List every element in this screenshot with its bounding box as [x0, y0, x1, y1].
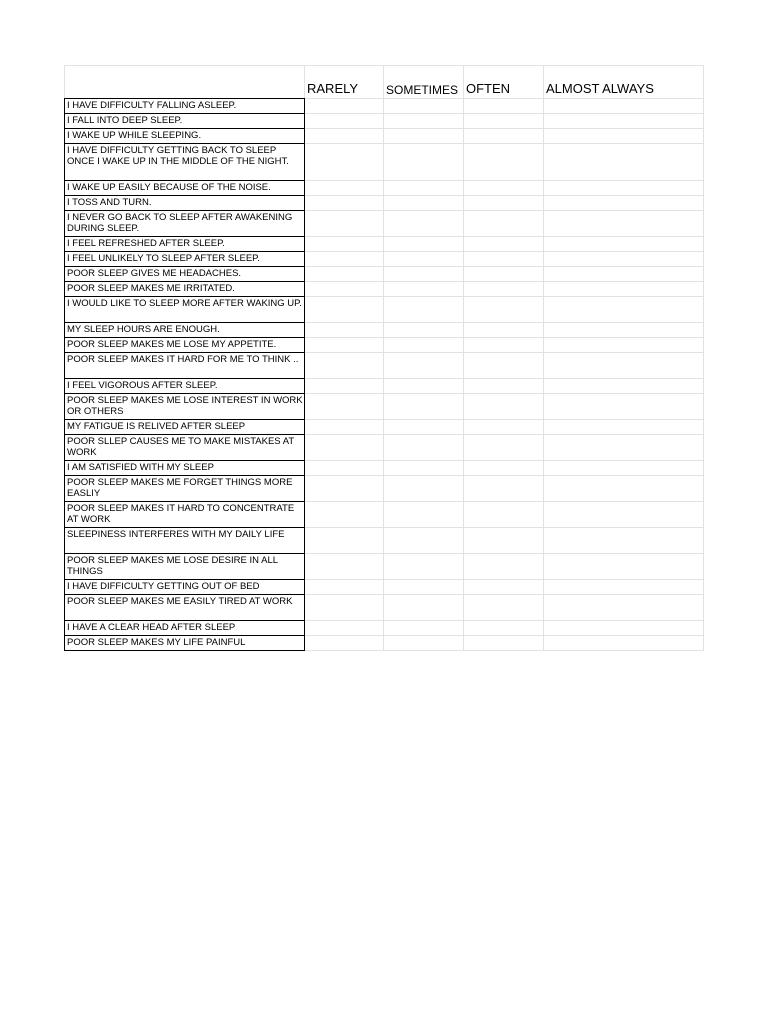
- answer-cell-sometimes[interactable]: [384, 554, 464, 580]
- answer-cell-rarely[interactable]: [305, 237, 384, 252]
- answer-cell-often[interactable]: [464, 528, 544, 554]
- question-cell: POOR SLEEP MAKES ME LOSE MY APPETITE.: [65, 338, 305, 353]
- question-cell: POOR SLEEP MAKES ME FORGET THINGS MORE EASLIY: [65, 476, 305, 502]
- answer-cell-almost-always[interactable]: [544, 502, 704, 528]
- answer-cell-rarely[interactable]: [305, 282, 384, 297]
- header-almost-always: ALMOST ALWAYS: [544, 66, 704, 99]
- table-row: [65, 554, 704, 580]
- answer-cell-often[interactable]: [464, 435, 544, 461]
- table-row: [65, 461, 704, 476]
- question-cell: I HAVE DIFFICULTY GETTING BACK TO SLEEP ONCE I WAKE UP IN THE MIDDLE OF THE NIGHT.: [65, 144, 305, 181]
- answer-cell-sometimes[interactable]: [384, 237, 464, 252]
- question-cell: POOR SLEEP GIVES ME HEADACHES.: [65, 267, 305, 282]
- table-row: [65, 435, 704, 461]
- answer-cell-sometimes[interactable]: [384, 297, 464, 323]
- answer-cell-almost-always[interactable]: [544, 554, 704, 580]
- answer-cell-sometimes[interactable]: [384, 476, 464, 502]
- answer-cell-rarely[interactable]: [305, 267, 384, 282]
- table-row: [65, 211, 704, 237]
- question-cell: I TOSS AND TURN.: [65, 196, 305, 211]
- question-cell: POOR SLEEP MAKES ME IRRITATED.: [65, 282, 305, 297]
- answer-cell-sometimes[interactable]: [384, 580, 464, 595]
- answer-cell-almost-always[interactable]: [544, 323, 704, 338]
- answer-cell-rarely[interactable]: [305, 595, 384, 621]
- answer-cell-often[interactable]: [464, 394, 544, 420]
- answer-cell-rarely[interactable]: [305, 435, 384, 461]
- question-cell: I AM SATISFIED WITH MY SLEEP: [65, 461, 305, 476]
- answer-cell-almost-always[interactable]: [544, 636, 704, 651]
- answer-cell-rarely[interactable]: [305, 99, 384, 114]
- answer-cell-often[interactable]: [464, 502, 544, 528]
- answer-cell-almost-always[interactable]: [544, 129, 704, 144]
- answer-cell-sometimes[interactable]: [384, 420, 464, 435]
- answer-cell-often[interactable]: [464, 129, 544, 144]
- table-row: [65, 267, 704, 282]
- answer-cell-almost-always[interactable]: [544, 476, 704, 502]
- answer-cell-rarely[interactable]: [305, 554, 384, 580]
- question-cell: MY FATIGUE IS RELIVED AFTER SLEEP: [65, 420, 305, 435]
- question-cell: SLEEPINESS INTERFERES WITH MY DAILY LIFE: [65, 528, 305, 554]
- table-row: [65, 636, 704, 651]
- question-cell: I FEEL UNLIKELY TO SLEEP AFTER SLEEP.: [65, 252, 305, 267]
- answer-cell-rarely[interactable]: [305, 323, 384, 338]
- header-row: [65, 66, 704, 99]
- answer-cell-often[interactable]: [464, 420, 544, 435]
- answer-cell-almost-always[interactable]: [544, 297, 704, 323]
- answer-cell-almost-always[interactable]: [544, 528, 704, 554]
- question-cell: POOR SLEEP MAKES ME EASILY TIRED AT WORK: [65, 595, 305, 621]
- answer-cell-sometimes[interactable]: [384, 181, 464, 196]
- answer-cell-almost-always[interactable]: [544, 211, 704, 237]
- answer-cell-sometimes[interactable]: [384, 323, 464, 338]
- answer-cell-rarely[interactable]: [305, 528, 384, 554]
- question-cell: I NEVER GO BACK TO SLEEP AFTER AWAKENING DURING SLEEP.: [65, 211, 305, 237]
- answer-cell-often[interactable]: [464, 461, 544, 476]
- answer-cell-rarely[interactable]: [305, 338, 384, 353]
- answer-cell-sometimes[interactable]: [384, 394, 464, 420]
- answer-cell-often[interactable]: [464, 353, 544, 379]
- answer-cell-rarely[interactable]: [305, 636, 384, 651]
- answer-cell-often[interactable]: [464, 379, 544, 394]
- answer-cell-rarely[interactable]: [305, 211, 384, 237]
- answer-cell-rarely[interactable]: [305, 252, 384, 267]
- question-cell: POOR SLLEP CAUSES ME TO MAKE MISTAKES AT WORK: [65, 435, 305, 461]
- questionnaire-table: [64, 65, 704, 651]
- answer-cell-rarely[interactable]: [305, 476, 384, 502]
- answer-cell-almost-always[interactable]: [544, 461, 704, 476]
- header-often: OFTEN: [464, 66, 544, 99]
- answer-cell-sometimes[interactable]: [384, 621, 464, 636]
- answer-cell-rarely[interactable]: [305, 181, 384, 196]
- answer-cell-rarely[interactable]: [305, 621, 384, 636]
- question-cell: I HAVE A CLEAR HEAD AFTER SLEEP: [65, 621, 305, 636]
- table-row: [65, 621, 704, 636]
- answer-cell-sometimes[interactable]: [384, 502, 464, 528]
- answer-cell-often[interactable]: [464, 114, 544, 129]
- answer-cell-almost-always[interactable]: [544, 420, 704, 435]
- answer-cell-almost-always[interactable]: [544, 580, 704, 595]
- answer-cell-almost-always[interactable]: [544, 621, 704, 636]
- answer-cell-sometimes[interactable]: [384, 129, 464, 144]
- answer-cell-almost-always[interactable]: [544, 595, 704, 621]
- answer-cell-sometimes[interactable]: [384, 379, 464, 394]
- answer-cell-almost-always[interactable]: [544, 282, 704, 297]
- question-cell: POOR SLEEP MAKES ME LOSE DESIRE IN ALL THINGS: [65, 554, 305, 580]
- answer-cell-sometimes[interactable]: [384, 528, 464, 554]
- answer-cell-rarely[interactable]: [305, 353, 384, 379]
- answer-cell-rarely[interactable]: [305, 394, 384, 420]
- table-row: [65, 196, 704, 211]
- answer-cell-often[interactable]: [464, 323, 544, 338]
- answer-cell-rarely[interactable]: [305, 196, 384, 211]
- answer-cell-almost-always[interactable]: [544, 338, 704, 353]
- answer-cell-sometimes[interactable]: [384, 114, 464, 129]
- question-cell: I WOULD LIKE TO SLEEP MORE AFTER WAKING UP.: [65, 297, 305, 323]
- answer-cell-almost-always[interactable]: [544, 252, 704, 267]
- question-cell: I WAKE UP WHILE SLEEPING.: [65, 129, 305, 144]
- table-row: [65, 323, 704, 338]
- answer-cell-rarely[interactable]: [305, 144, 384, 181]
- answer-cell-often[interactable]: [464, 554, 544, 580]
- answer-cell-often[interactable]: [464, 237, 544, 252]
- table-row: [65, 476, 704, 502]
- answer-cell-often[interactable]: [464, 580, 544, 595]
- answer-cell-rarely[interactable]: [305, 379, 384, 394]
- answer-cell-sometimes[interactable]: [384, 196, 464, 211]
- question-cell: I FEEL REFRESHED AFTER SLEEP.: [65, 237, 305, 252]
- answer-cell-sometimes[interactable]: [384, 435, 464, 461]
- answer-cell-sometimes[interactable]: [384, 252, 464, 267]
- answer-cell-rarely[interactable]: [305, 502, 384, 528]
- table-row: [65, 144, 704, 181]
- answer-cell-sometimes[interactable]: [384, 144, 464, 181]
- question-cell: I FALL INTO DEEP SLEEP.: [65, 114, 305, 129]
- table-row: [65, 99, 704, 114]
- answer-cell-rarely[interactable]: [305, 297, 384, 323]
- answer-cell-often[interactable]: [464, 99, 544, 114]
- answer-cell-often[interactable]: [464, 181, 544, 196]
- answer-cell-rarely[interactable]: [305, 129, 384, 144]
- table-row: [65, 338, 704, 353]
- answer-cell-almost-always[interactable]: [544, 435, 704, 461]
- answer-cell-sometimes[interactable]: [384, 267, 464, 282]
- table-row: [65, 282, 704, 297]
- answer-cell-almost-always[interactable]: [544, 394, 704, 420]
- answer-cell-often[interactable]: [464, 267, 544, 282]
- answer-cell-almost-always[interactable]: [544, 267, 704, 282]
- header-question-cell: [65, 66, 305, 99]
- answer-cell-almost-always[interactable]: [544, 353, 704, 379]
- table-row: [65, 580, 704, 595]
- header-rarely: RARELY: [305, 66, 384, 99]
- answer-cell-often[interactable]: [464, 595, 544, 621]
- answer-cell-rarely[interactable]: [305, 580, 384, 595]
- answer-cell-almost-always[interactable]: [544, 99, 704, 114]
- answer-cell-rarely[interactable]: [305, 461, 384, 476]
- answer-cell-sometimes[interactable]: [384, 211, 464, 237]
- table-row: [65, 237, 704, 252]
- table-row: [65, 129, 704, 144]
- answer-cell-sometimes[interactable]: [384, 338, 464, 353]
- table-row: [65, 502, 704, 528]
- answer-cell-sometimes[interactable]: [384, 461, 464, 476]
- answer-cell-almost-always[interactable]: [544, 181, 704, 196]
- table-row: [65, 379, 704, 394]
- answer-cell-often[interactable]: [464, 636, 544, 651]
- answer-cell-sometimes[interactable]: [384, 636, 464, 651]
- header-sometimes: SOMETIMES: [384, 66, 464, 99]
- answer-cell-sometimes[interactable]: [384, 595, 464, 621]
- answer-cell-sometimes[interactable]: [384, 99, 464, 114]
- answer-cell-often[interactable]: [464, 211, 544, 237]
- answer-cell-often[interactable]: [464, 282, 544, 297]
- answer-cell-sometimes[interactable]: [384, 353, 464, 379]
- question-cell: POOR SLEEP MAKES ME LOSE INTEREST IN WORK OR OTHERS: [65, 394, 305, 420]
- question-cell: I HAVE DIFFICULTY GETTING OUT OF BED: [65, 580, 305, 595]
- answer-cell-rarely[interactable]: [305, 114, 384, 129]
- question-cell: I WAKE UP EASILY BECAUSE OF THE NOISE.: [65, 181, 305, 196]
- table-row: [65, 181, 704, 196]
- question-cell: POOR SLEEP MAKES MY LIFE PAINFUL: [65, 636, 305, 651]
- answer-cell-often[interactable]: [464, 252, 544, 267]
- question-cell: I HAVE DIFFICULTY FALLING ASLEEP.: [65, 99, 305, 114]
- table-row: [65, 420, 704, 435]
- answer-cell-almost-always[interactable]: [544, 379, 704, 394]
- table-row: [65, 528, 704, 554]
- answer-cell-almost-always[interactable]: [544, 237, 704, 252]
- question-cell: MY SLEEP HOURS ARE ENOUGH.: [65, 323, 305, 338]
- table-row: [65, 297, 704, 323]
- answer-cell-almost-always[interactable]: [544, 114, 704, 129]
- answer-cell-rarely[interactable]: [305, 420, 384, 435]
- answer-cell-often[interactable]: [464, 621, 544, 636]
- table-row: [65, 394, 704, 420]
- answer-cell-almost-always[interactable]: [544, 144, 704, 181]
- answer-cell-often[interactable]: [464, 338, 544, 353]
- question-cell: I FEEL VIGOROUS AFTER SLEEP.: [65, 379, 305, 394]
- table-row: [65, 353, 704, 379]
- questionnaire-body: [65, 66, 704, 651]
- answer-cell-often[interactable]: [464, 476, 544, 502]
- answer-cell-sometimes[interactable]: [384, 282, 464, 297]
- answer-cell-often[interactable]: [464, 196, 544, 211]
- answer-cell-almost-always[interactable]: [544, 196, 704, 211]
- answer-cell-often[interactable]: [464, 144, 544, 181]
- table-row: [65, 252, 704, 267]
- question-cell: POOR SLEEP MAKES IT HARD TO CONCENTRATE AT WORK: [65, 502, 305, 528]
- table-row: [65, 114, 704, 129]
- answer-cell-often[interactable]: [464, 297, 544, 323]
- question-cell: POOR SLEEP MAKES IT HARD FOR ME TO THINK ..: [65, 353, 305, 379]
- table-row: [65, 595, 704, 621]
